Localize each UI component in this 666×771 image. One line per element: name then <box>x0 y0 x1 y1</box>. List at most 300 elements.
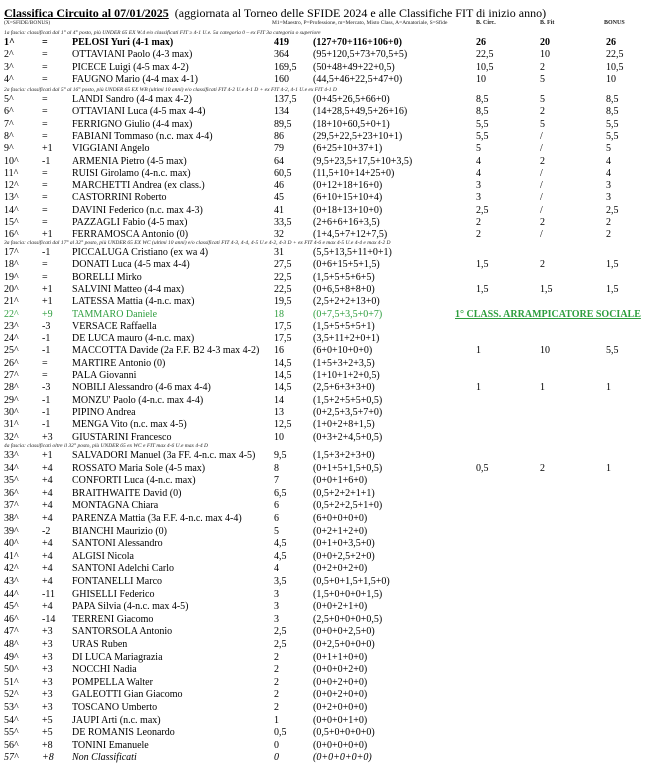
cell-pos: 39^ <box>4 525 19 537</box>
band-note-3: 3a fascia: classificati dal 17° al 32° posto, più UNDER 65 EX WC (ultimi 10 anni) e/o classificati FIT 4-3, 4-4, 4-5 U.e 4-2, 4-3 D + ex FIT 4-6 e max 4-5 U.e 4-4 e max 4-2 D <box>4 240 391 246</box>
cell-det: (0+2,5+3,5+7+0) <box>313 406 383 418</box>
cell-pts: 16 <box>274 345 284 357</box>
cell-var: -1 <box>42 419 51 431</box>
cell-b: 2 <box>540 259 545 271</box>
cell-det: (0+0+2+0+0) <box>313 676 368 688</box>
cell-a: 4 <box>476 155 481 167</box>
cell-pts: 6 <box>274 513 279 524</box>
cell-det: (0+0+0+0+0) <box>313 739 368 751</box>
cell-det: (0+3+2+4,5+0,5) <box>313 431 383 443</box>
cell-det: (0+0+2,5+2+0) <box>313 550 375 562</box>
cell-b: 5 <box>540 73 545 85</box>
table-row <box>0 652 666 664</box>
cell-pos: 6^ <box>4 106 14 118</box>
table-row <box>0 143 666 155</box>
cell-name: NOCCHI Nadia <box>72 664 137 676</box>
cell-b: 1,5 <box>540 283 553 295</box>
cell-pts: 79 <box>274 143 284 155</box>
cell-c: 3 <box>606 192 611 204</box>
cell-pos: 1^ <box>4 37 15 48</box>
cell-pos: 40^ <box>4 538 19 550</box>
cell-det: (0+1+1+0+0) <box>313 651 368 663</box>
cell-name: RUISI Girolamo (4-n.c. max) <box>72 167 191 179</box>
table-row <box>0 156 666 168</box>
table-row <box>0 131 666 143</box>
cell-pts: 4,5 <box>274 550 287 562</box>
cell-name: PALA Giovanni <box>72 370 137 381</box>
cell-a: 10,5 <box>476 61 494 73</box>
cell-b: 2 <box>540 61 545 73</box>
cell-pts: 134 <box>274 106 289 118</box>
cell-pts: 169,5 <box>274 61 297 73</box>
cell-var: +3 <box>42 639 53 650</box>
cell-name: GALEOTTI Gian Giacomo <box>72 689 183 701</box>
cell-var: = <box>42 259 48 271</box>
table-row <box>0 321 666 333</box>
table-row <box>0 601 666 613</box>
cell-pts: 60,5 <box>274 167 292 179</box>
cell-pos: 55^ <box>4 727 19 739</box>
table-row <box>0 689 666 701</box>
cell-b: 10 <box>540 345 550 357</box>
cell-var: +1 <box>42 450 53 461</box>
table-row <box>0 259 666 271</box>
cell-name: VERSACE Raffaella <box>72 320 157 332</box>
band-note-2: 2a fascia: classificati dal 5° al 16° posto, più UNDER 65 EX WB (ultimi 10 anni) e/o classificati FIT 4-2 U.e 4-1 D + ex FIT 4-2, 4-1 U.e ex FIT 4-1 D <box>4 87 337 93</box>
cell-c: 1 <box>606 382 611 394</box>
table-row <box>0 119 666 131</box>
cell-pos: 14^ <box>4 204 19 216</box>
cell-var: = <box>42 37 48 48</box>
cell-pts: 12,5 <box>274 419 292 431</box>
table-row <box>0 180 666 192</box>
cell-pts: 2,5 <box>274 639 287 650</box>
cell-a: 22,5 <box>476 49 494 61</box>
cell-det: (1+4,5+7+12+7,5) <box>313 229 388 241</box>
cell-pos: 21^ <box>4 296 19 308</box>
cell-pts: 2 <box>274 689 279 701</box>
cell-var: +3 <box>42 651 53 663</box>
table-row <box>0 740 666 752</box>
cell-det: (0,5+0+0+0+0) <box>313 727 375 739</box>
header-legend-middle: M1=Maestro, P=Professione, m=Mercato, Misto Class, A=Amatoriale, S=Sfide <box>272 20 448 26</box>
cell-var: +4 <box>42 576 53 587</box>
cell-var: +3 <box>42 689 53 701</box>
cell-det: (6+25+10+37+1) <box>313 143 383 155</box>
cell-c: 10,5 <box>606 61 624 73</box>
cell-det: (0+6+15+5+1,5) <box>313 259 380 271</box>
cell-pts: 0 <box>274 739 279 751</box>
cell-var: +8 <box>42 739 53 751</box>
cell-pts: 3 <box>274 613 279 625</box>
cell-pos: 5^ <box>4 94 14 105</box>
cell-pos: 17^ <box>4 247 19 258</box>
cell-c: 2 <box>606 217 611 228</box>
cell-name: GIUSTARINI Francesco <box>72 431 172 443</box>
cell-name: TERRENI Giacomo <box>72 613 154 625</box>
cell-det: (14+28,5+49,5+26+16) <box>313 106 408 118</box>
cell-det: (0+2,5+0+0+0) <box>313 639 375 650</box>
cell-pts: 14,5 <box>274 357 292 369</box>
cell-a: 0,5 <box>476 462 489 474</box>
cell-name: MONTAGNA Chiara <box>72 500 159 512</box>
cell-var: +1 <box>42 296 53 308</box>
cell-det: (6+10+15+10+4) <box>313 192 383 204</box>
cell-var: -1 <box>42 345 51 357</box>
cell-pts: 14,5 <box>274 382 292 394</box>
document-title <box>4 6 546 21</box>
cell-var: +3 <box>42 431 53 443</box>
cell-pts: 364 <box>274 49 289 61</box>
cell-det: (29,5+22,5+23+10+1) <box>313 130 403 142</box>
cell-pts: 64 <box>274 155 284 167</box>
cell-pts: 27,5 <box>274 259 292 271</box>
cell-det: (95+120,5+73+70,5+5) <box>313 49 408 61</box>
cell-c: 4 <box>606 167 611 179</box>
cell-det: (0+0+0+2,5+0) <box>313 626 375 638</box>
cell-pts: 32 <box>274 229 284 241</box>
cell-var: = <box>42 167 48 179</box>
cell-det: (1,5+2+5+5+0,5) <box>313 394 383 406</box>
cell-pos: 29^ <box>4 394 19 406</box>
cell-pos: 20^ <box>4 283 19 295</box>
cell-name: MENGA Vito (n.c. max 4-5) <box>72 419 187 431</box>
cell-det: (0+0+2+1+0) <box>313 601 368 613</box>
cell-name: NOBILI Alessandro (4-6 max 4-4) <box>72 382 211 394</box>
table-row <box>0 419 666 431</box>
cell-pts: 31 <box>274 247 284 258</box>
cell-var: = <box>42 49 48 61</box>
cell-pos: 28^ <box>4 382 19 394</box>
cell-name: LANDI Sandro (4-4 max 4-2) <box>72 94 192 105</box>
cell-det: (18+10+60,5+0+1) <box>313 118 390 130</box>
cell-pts: 7 <box>274 475 279 487</box>
cell-pos: 4^ <box>4 73 14 85</box>
cell-det: (0+0+0+2+0) <box>313 664 368 676</box>
cell-name: SALVINI Matteo (4-4 max) <box>72 283 185 295</box>
cell-pos: 30^ <box>4 406 19 418</box>
table-row <box>0 94 666 106</box>
cell-name: LATESSA Mattia (4-n.c. max) <box>72 296 195 308</box>
cell-var: -14 <box>42 613 56 625</box>
cell-a: 2 <box>476 217 481 228</box>
cell-a: 3 <box>476 180 481 192</box>
cell-pts: 2 <box>274 651 279 663</box>
cell-name: FABIANI Tommaso (n.c. max 4-4) <box>72 130 213 142</box>
cell-var: +1 <box>42 229 53 241</box>
cell-name: PAPA Silvia (4-n.c. max 4-5) <box>72 601 189 613</box>
cell-a: 26 <box>476 37 486 48</box>
cell-a: 4 <box>476 167 481 179</box>
table-row <box>0 358 666 370</box>
cell-pts: 45 <box>274 192 284 204</box>
table-row <box>0 432 666 444</box>
award-note: 1° CLASS. ARRAMPICATORE SOCIALE <box>455 308 641 320</box>
cell-pts: 22,5 <box>274 271 292 283</box>
cell-name: FONTANELLI Marco <box>72 576 163 587</box>
cell-name: FERRIGNO Giulio (4-4 max) <box>72 118 193 130</box>
cell-pos: 7^ <box>4 118 14 130</box>
cell-name: DONATI Luca (4-5 max 4-4) <box>72 259 190 271</box>
cell-var: +3 <box>42 676 53 688</box>
cell-pts: 2 <box>274 676 279 688</box>
cell-c: 5 <box>606 143 611 155</box>
table-row <box>0 49 666 61</box>
cell-c: 5,5 <box>606 118 619 130</box>
cell-pts: 5 <box>274 525 279 537</box>
cell-pos: 38^ <box>4 513 19 524</box>
cell-det: (0+12+18+16+0) <box>313 180 383 192</box>
table-row <box>0 589 666 601</box>
cell-det: (0+2+0+2+0) <box>313 563 368 575</box>
cell-det: (1+5+3+2+3,5) <box>313 357 375 369</box>
cell-name: MARCHETTI Andrea (ex class.) <box>72 180 205 192</box>
cell-c: 4 <box>606 155 611 167</box>
cell-pts: 9,5 <box>274 450 287 461</box>
cell-pos: 27^ <box>4 370 19 381</box>
cell-var: -3 <box>42 382 51 394</box>
table-row <box>0 488 666 500</box>
cell-var: +1 <box>42 283 53 295</box>
table-row <box>0 345 666 357</box>
cell-a: 1 <box>476 345 481 357</box>
cell-pos: 47^ <box>4 626 19 638</box>
cell-c: 1,5 <box>606 283 619 295</box>
cell-name: GHISELLI Federico <box>72 588 155 600</box>
cell-var: -3 <box>42 320 51 332</box>
cell-det: (6+0+10+0+0) <box>313 345 373 357</box>
cell-pos: 11^ <box>4 167 19 179</box>
cell-pts: 3,5 <box>274 576 287 587</box>
cell-pos: 24^ <box>4 333 19 345</box>
cell-det: (6+0+0+0+0) <box>313 513 368 524</box>
cell-name: JAUPI Arti (n.c. max) <box>72 714 161 726</box>
table-row <box>0 677 666 689</box>
cell-var: +3 <box>42 626 53 638</box>
cell-name: MONZU' Paolo (4-n.c. max 4-4) <box>72 394 204 406</box>
cell-b: 2 <box>540 106 545 118</box>
table-row <box>0 727 666 739</box>
cell-b: / <box>540 167 543 179</box>
cell-name: ALGISI Nicola <box>72 550 134 562</box>
table-row <box>0 229 666 241</box>
cell-pts: 419 <box>274 37 289 48</box>
cell-var: +5 <box>42 714 53 726</box>
table-row <box>0 205 666 217</box>
cell-pos: 36^ <box>4 487 19 499</box>
cell-pos: 35^ <box>4 475 19 487</box>
cell-pts: 17,5 <box>274 320 292 332</box>
cell-a: 5 <box>476 143 481 155</box>
cell-det: (0,5+0+1,5+1,5+0) <box>313 576 390 587</box>
cell-a: 8,5 <box>476 94 489 105</box>
table-row <box>0 333 666 345</box>
cell-pts: 22,5 <box>274 283 292 295</box>
cell-det: (3,5+11+2+0+1) <box>313 333 380 345</box>
cell-det: (127+70+116+106+0) <box>313 37 402 48</box>
cell-det: (0+0+2+0+0) <box>313 689 368 701</box>
cell-pts: 46 <box>274 180 284 192</box>
cell-a: 1 <box>476 382 481 394</box>
cell-c: 2 <box>606 229 611 241</box>
cell-b: / <box>540 130 543 142</box>
cell-var: +4 <box>42 462 53 474</box>
cell-c: 3 <box>606 180 611 192</box>
cell-b: 2 <box>540 462 545 474</box>
cell-a: 10 <box>476 73 486 85</box>
cell-pos: 41^ <box>4 550 19 562</box>
table-row <box>0 526 666 538</box>
table-row <box>0 500 666 512</box>
cell-det: (0,5+2+2+1+1) <box>313 487 375 499</box>
cell-var: = <box>42 106 48 118</box>
cell-c: 1,5 <box>606 259 619 271</box>
cell-pos: 18^ <box>4 259 19 271</box>
cell-det: (0+45+26,5+66+0) <box>313 94 390 105</box>
cell-pos: 12^ <box>4 180 19 192</box>
cell-name: PICECE Luigi (4-5 max 4-2) <box>72 61 189 73</box>
cell-pos: 32^ <box>4 431 19 443</box>
cell-pos: 31^ <box>4 419 19 431</box>
cell-pos: 34^ <box>4 462 19 474</box>
cell-pos: 48^ <box>4 639 19 650</box>
table-row <box>0 37 666 49</box>
cell-a: 2,5 <box>476 204 489 216</box>
cell-name: DAVINI Federico (n.c. max 4-3) <box>72 204 203 216</box>
cell-pts: 13 <box>274 406 284 418</box>
cell-a: 2 <box>476 229 481 241</box>
cell-var: -11 <box>42 588 55 600</box>
cell-name: SANTONI Alessandro <box>72 538 163 550</box>
cell-var: = <box>42 94 48 105</box>
cell-det: (2,5+6+3+3+0) <box>313 382 375 394</box>
cell-det: (0,5+2+2,5+1+0) <box>313 500 383 512</box>
cell-pos: 56^ <box>4 739 19 751</box>
cell-b: / <box>540 192 543 204</box>
cell-var: -1 <box>42 394 51 406</box>
cell-det: (5,5+13,5+11+0+1) <box>313 247 392 258</box>
cell-det: (1,5+3+2+3+0) <box>313 450 375 461</box>
cell-pts: 0 <box>274 752 279 764</box>
cell-b: / <box>540 204 543 216</box>
cell-pos: 16^ <box>4 229 19 241</box>
table-row <box>0 475 666 487</box>
cell-name: BRAITHWAITE David (0) <box>72 487 182 499</box>
cell-name: DI LUCA Mariagrazia <box>72 651 163 663</box>
cell-var: = <box>42 357 48 369</box>
cell-name: POMPELLA Walter <box>72 676 153 688</box>
cell-name: MACCOTTA Davide (2a F.F. B2 4-3 max 4-2) <box>72 345 260 357</box>
cell-det: (0+6,5+8+8+0) <box>313 283 375 295</box>
cell-det: (0+0+0+1+0) <box>313 714 368 726</box>
table-row <box>0 450 666 462</box>
cell-var: = <box>42 180 48 192</box>
cell-pts: 0,5 <box>274 727 287 739</box>
cell-pos: 50^ <box>4 664 19 676</box>
cell-pts: 14 <box>274 394 284 406</box>
cell-det: (0+1+5+1,5+0,5) <box>313 462 383 474</box>
title-sub: (aggiornata al Torneo delle SFIDE 2024 e alle Classifiche FIT di inizio anno) <box>174 6 547 20</box>
cell-det: (0+2+1+2+0) <box>313 525 368 537</box>
cell-name: DE ROMANIS Leonardo <box>72 727 175 739</box>
cell-det: (2+6+6+16+3,5) <box>313 217 380 228</box>
table-row <box>0 395 666 407</box>
cell-name: PIPINO Andrea <box>72 406 136 418</box>
table-row <box>0 407 666 419</box>
cell-a: 5,5 <box>476 130 489 142</box>
cell-var: = <box>42 73 48 85</box>
header-legend-left: (X=SFIDE/BONUS) <box>4 20 51 26</box>
cell-pts: 17,5 <box>274 333 292 345</box>
cell-pos: 53^ <box>4 702 19 713</box>
cell-pts: 2,5 <box>274 626 287 638</box>
cell-var: = <box>42 271 48 283</box>
cell-pos: 51^ <box>4 676 19 688</box>
cell-name: MARTIRE Antonio (0) <box>72 357 166 369</box>
cell-pos: 49^ <box>4 651 19 663</box>
cell-pts: 2 <box>274 664 279 676</box>
cell-b: 2 <box>540 217 545 228</box>
cell-name: ROSSATO Maria Sole (4-5 max) <box>72 462 206 474</box>
table-row <box>0 664 666 676</box>
table-row <box>0 370 666 382</box>
cell-det: (1+0+2+8+1,5) <box>313 419 375 431</box>
table-row <box>0 463 666 475</box>
cell-pos: 45^ <box>4 601 19 613</box>
cell-name: SANTONI Adelchi Carlo <box>72 563 175 575</box>
cell-det: (0+1+0+3,5+0) <box>313 538 375 550</box>
title-main: Classifica Circuito al 07/01/2025 <box>4 6 169 20</box>
cell-var: +1 <box>42 143 53 155</box>
cell-det: (9,5+23,5+17,5+10+3,5) <box>313 155 413 167</box>
cell-pos: 22^ <box>4 308 19 320</box>
table-row <box>0 272 666 284</box>
cell-var: -1 <box>42 155 51 167</box>
cell-var: +4 <box>42 487 53 499</box>
table-row <box>0 284 666 296</box>
cell-pos: 10^ <box>4 155 19 167</box>
cell-b: 10 <box>540 49 550 61</box>
cell-pts: 137,5 <box>274 94 297 105</box>
cell-var: +4 <box>42 563 53 575</box>
cell-name: ARMENIA Pietro (4-5 max) <box>72 155 187 167</box>
cell-pos: 25^ <box>4 345 19 357</box>
cell-var: +3 <box>42 664 53 676</box>
cell-pts: 19,5 <box>274 296 292 308</box>
cell-var: = <box>42 130 48 142</box>
cell-a: 5,5 <box>476 118 489 130</box>
cell-det: (0+18+13+10+0) <box>313 204 383 216</box>
cell-c: 22,5 <box>606 49 624 61</box>
cell-pts: 4 <box>274 563 279 575</box>
cell-name: FAUGNO Mario (4-4 max 4-1) <box>72 73 198 85</box>
cell-var: = <box>42 217 48 228</box>
cell-det: (2,5+0+0+0+0,5) <box>313 613 383 625</box>
table-row <box>0 217 666 229</box>
cell-pos: 13^ <box>4 192 19 204</box>
cell-det: (0+0+0+0+0) <box>313 752 372 764</box>
cell-pts: 160 <box>274 73 289 85</box>
cell-var: +4 <box>42 475 53 487</box>
cell-name: PARENZA Mattia (3a F.F. 4-n.c. max 4-4) <box>72 513 242 524</box>
header-col-c: BONUS <box>604 20 625 26</box>
table-row <box>0 576 666 588</box>
cell-det: (11,5+10+14+25+0) <box>313 167 395 179</box>
cell-name: TONINI Emanuele <box>72 739 149 751</box>
cell-pos: 44^ <box>4 588 19 600</box>
cell-var: +3 <box>42 702 53 713</box>
cell-pts: 4,5 <box>274 538 287 550</box>
